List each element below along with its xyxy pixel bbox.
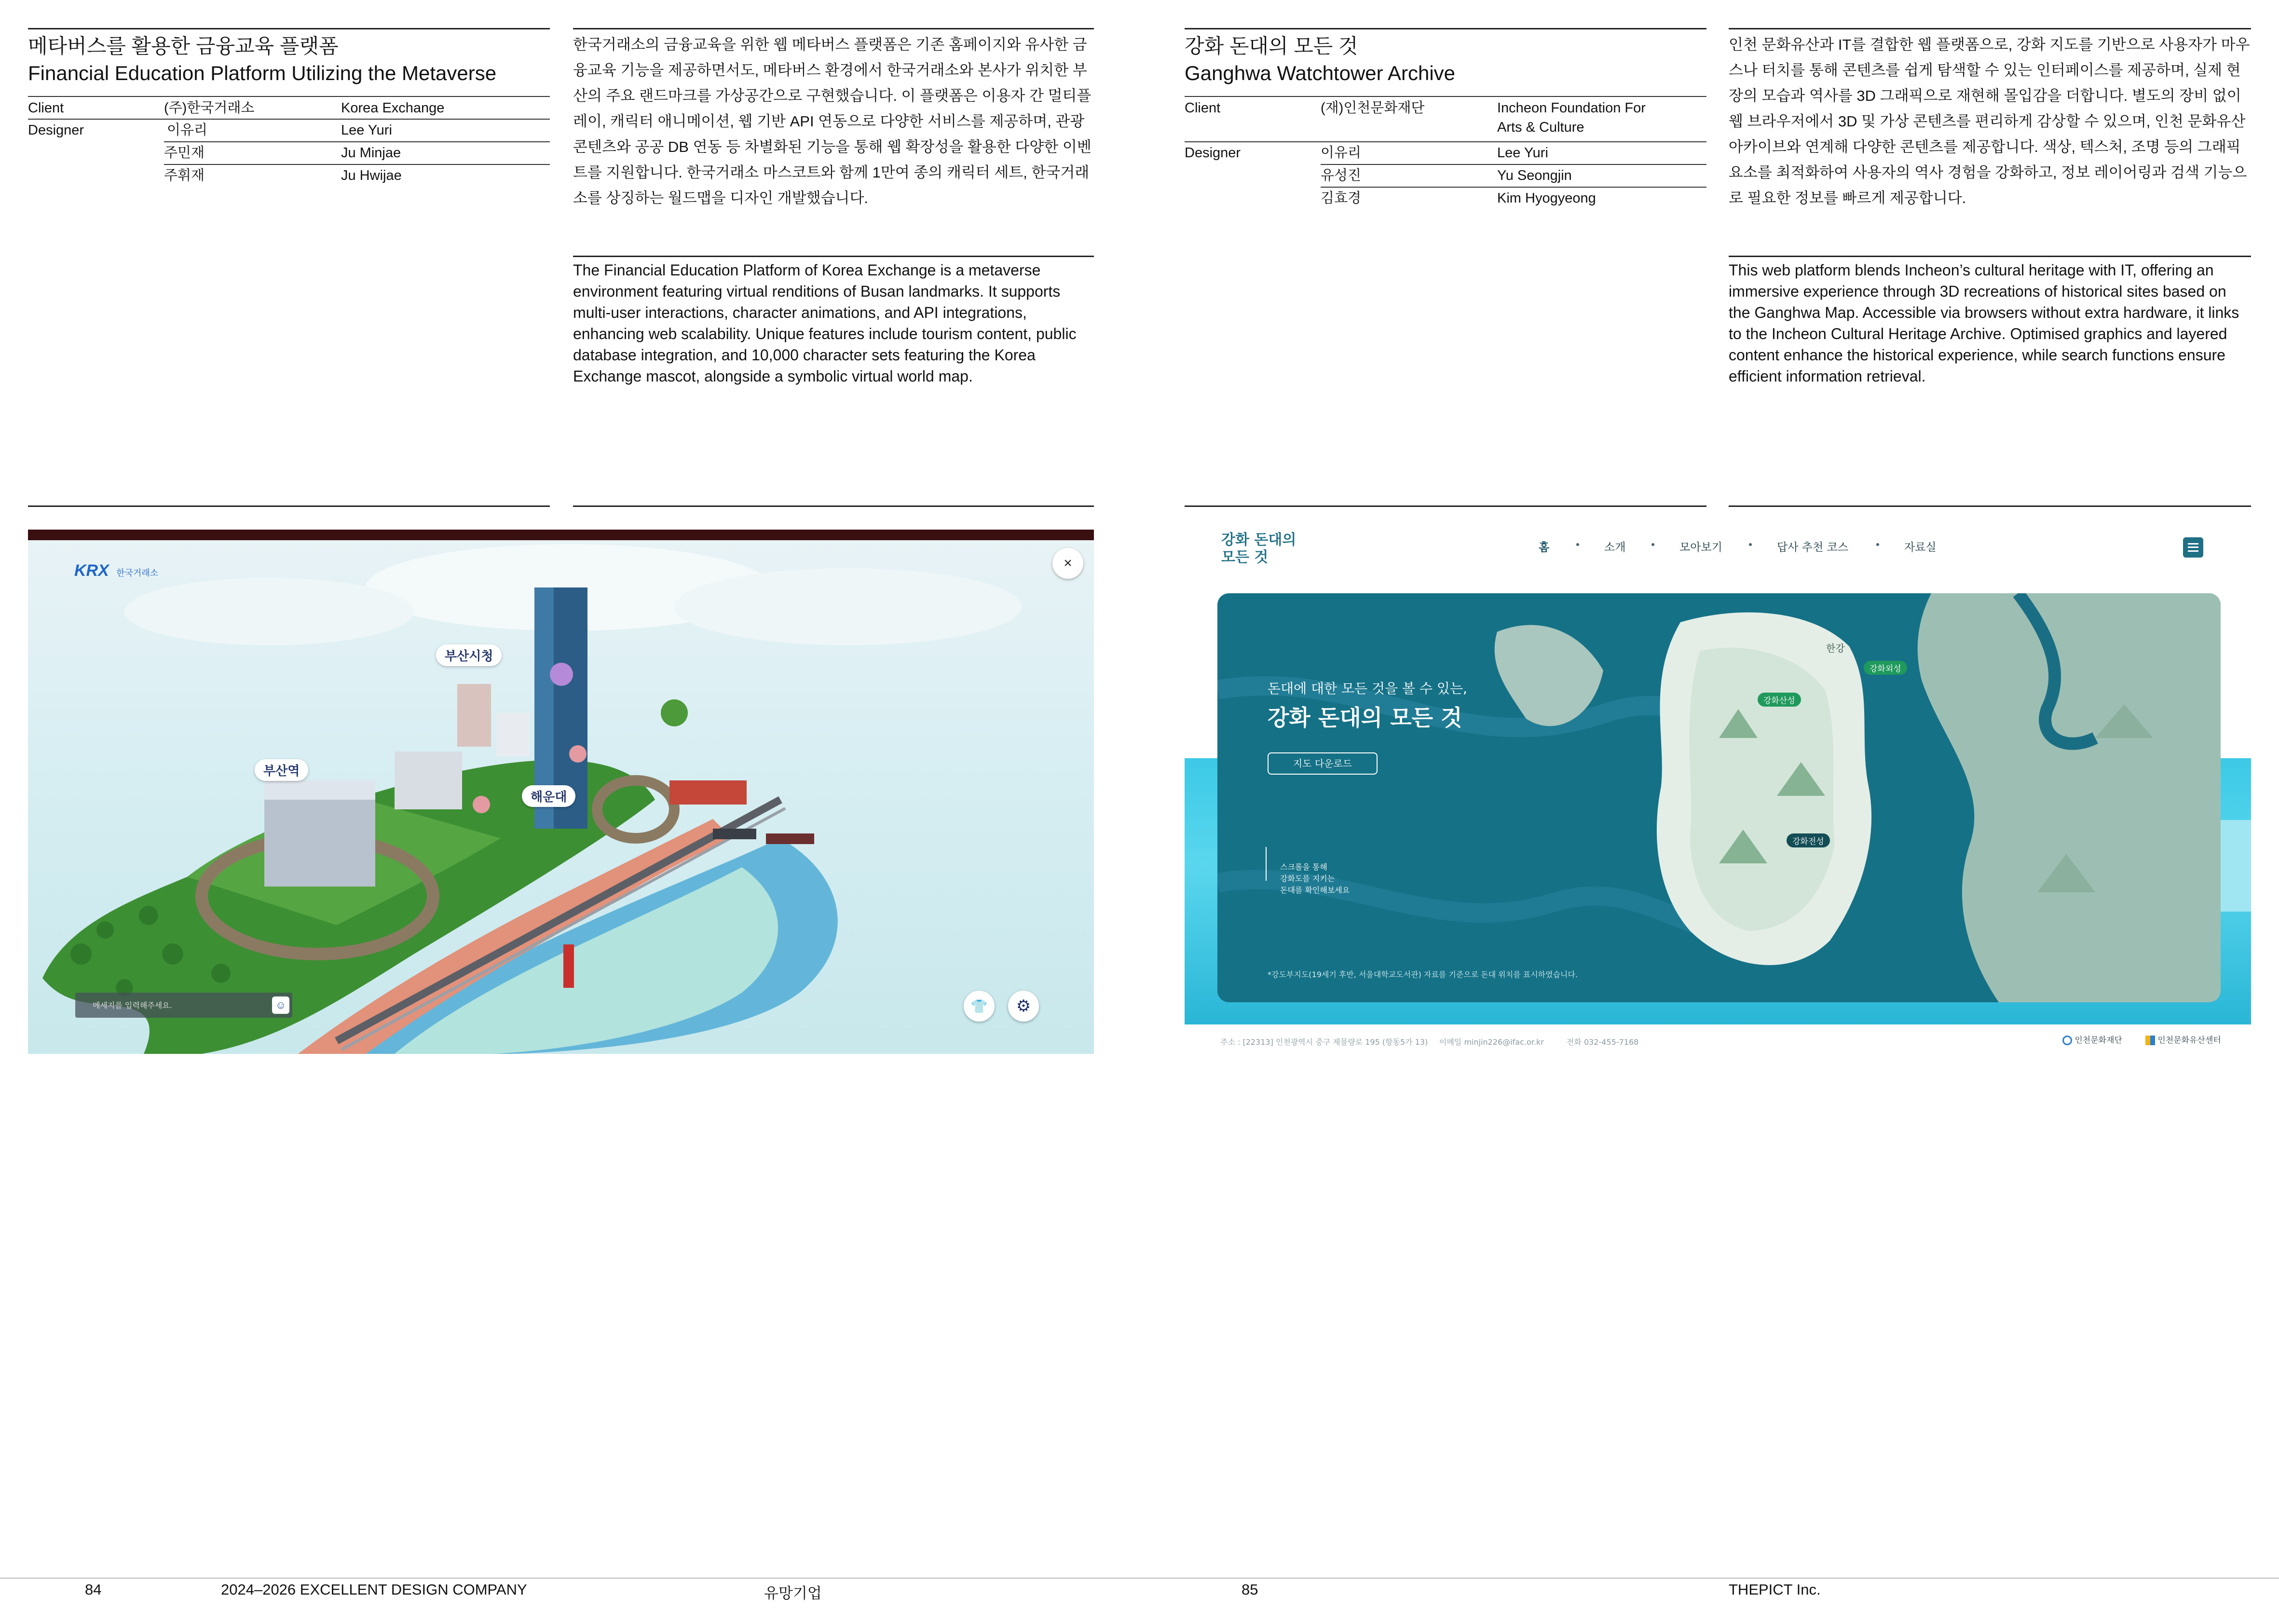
client-name-ko: (주)한국거래소 — [164, 100, 255, 116]
nav-about[interactable]: 소개 — [1604, 541, 1626, 554]
map-label-fortress[interactable]: 강화산성 — [1758, 693, 1801, 707]
chat-avatar-icon[interactable]: ☺ — [272, 996, 289, 1014]
site-footer-email: 이메일 minjin226@ifac.or.kr — [1439, 1037, 1544, 1047]
description-ko: 한국거래소의 금융교육을 위한 웹 메타버스 플랫폼은 기존 홈페이지와 유사한 금융교육 기능을 제공하면서도, 메타버스 환경에서 한국거래소와 본사가 위치한 부산의 주요 랜드마크를 가상공간으로 구현했습니다. 이 플랫폼은 이용자 간 멀티플레이, 캐릭터 애니메이션, 웹 기반 API 연동으로 다양한 서비스를 제공하며, 관광 콘텐츠와 공공 DB 연동 등 차별화된 기능을 통해 웹 확장성을 활용한 다양한 이벤트를 지원합니다. 한국거래소 마스코트와 함께 1만여 종의 캐릭터 세트, 한국거래소를 상징하는 월드맵을 디자인 개발했습니다. — [573, 36, 1092, 206]
meta-rule — [164, 141, 550, 142]
designer-ko: 주민재 — [164, 145, 205, 161]
top-rule — [573, 28, 1094, 29]
footer-category: 유망기업 — [764, 1585, 822, 1602]
meta-rule — [28, 119, 550, 120]
scroll-arrow-icon — [1266, 847, 1267, 881]
meta-rule — [28, 96, 550, 97]
ifac-logo-icon — [2062, 1036, 2072, 1045]
meta-rule — [164, 164, 550, 165]
designer-en: Yu Seongjin — [1497, 168, 1572, 183]
page-number-right: 85 — [1242, 1581, 1258, 1598]
map-label-outer-wall[interactable]: 강화외성 — [1864, 661, 1907, 675]
designer-en: Lee Yuri — [341, 123, 392, 138]
client-label: Client — [28, 100, 64, 116]
ifac-logo-text: 인천문화재단 — [2074, 1036, 2122, 1045]
nav-home[interactable]: 홈 — [1539, 541, 1550, 554]
close-icon: × — [1064, 555, 1072, 571]
close-button[interactable] — [1052, 548, 1083, 579]
image-top-rule — [573, 505, 1094, 507]
description-en: The Financial Education Platform of Korea Exchange is a metaverse environment featuring virtual renditions of Busan landmarks. It supports multi-user interactions, character animations, and API integrations, enhancing web scalability. Unique features include tourism content, public database integration, and 10,000 character sets featuring the Korea Exchange mascot, alongside a symbolic virtual world map. — [573, 261, 1077, 385]
chat-input[interactable] — [75, 993, 292, 1018]
hero-title: 강화 돈대의 모든 것 — [1268, 705, 1462, 731]
client-label: Client — [1185, 100, 1221, 116]
client-name-en: Korea Exchange — [341, 100, 445, 116]
image-top-rule — [28, 505, 550, 507]
shirt-icon: 👕 — [970, 998, 988, 1014]
page-number-left: 84 — [85, 1581, 102, 1598]
label-busan-city-hall[interactable]: 부산시청 — [436, 644, 502, 666]
label-haeundae[interactable]: 해운대 — [522, 785, 575, 807]
client-name-ko: (재)인천문화재단 — [1321, 100, 1425, 116]
designer-ko: 주휘재 — [164, 168, 205, 183]
site-footer-phone: 전화 032-455-7168 — [1567, 1037, 1639, 1047]
project-title-ko: 메타버스를 활용한 금융교육 플랫폼 — [28, 35, 339, 57]
site-logo[interactable] — [1221, 532, 1296, 566]
meta-rule — [1185, 96, 1706, 97]
designer-en: Ju Minjae — [341, 145, 401, 161]
image-top-rule — [1729, 505, 2251, 507]
meta-rule — [1321, 164, 1706, 165]
menu-button[interactable] — [2183, 537, 2203, 558]
scroll-hint — [1280, 861, 1350, 896]
nav-archive[interactable]: 자료실 — [1904, 541, 1937, 554]
top-rule — [28, 28, 550, 29]
site-logo-line2: 모든 것 — [1221, 549, 1269, 566]
settings-button[interactable] — [1008, 991, 1039, 1022]
designer-ko: 이유리 — [1321, 145, 1362, 161]
designer-label: Designer — [1185, 145, 1241, 161]
nav-separator — [1749, 543, 1752, 546]
nav-separator — [1576, 543, 1579, 546]
designer-en: Lee Yuri — [1497, 145, 1548, 161]
client-name-en-line2: Arts & Culture — [1497, 120, 1584, 135]
site-footer-address: 주소 : [22313] 인천광역시 중구 제물량로 195 (항동5가 13) — [1220, 1037, 1428, 1047]
project-title-en: Financial Education Platform Utilizing the Metaverse — [28, 62, 497, 84]
hero-subtitle: 돈대에 대한 모든 것을 볼 수 있는, — [1268, 681, 1467, 696]
section-rule — [573, 256, 1094, 257]
designer-label: Designer — [28, 123, 84, 138]
designer-ko: 이유리 — [167, 123, 208, 138]
site-logo-line1: 강화 돈대의 — [1221, 532, 1296, 548]
footer-company: THEPICT Inc. — [1729, 1581, 1821, 1598]
chat-placeholder: 메세지를 입력해주세요. — [93, 1001, 172, 1010]
designer-en: Ju Hwijae — [341, 168, 402, 183]
project-title-ko: 강화 돈대의 모든 것 — [1185, 35, 1358, 57]
meta-rule — [1185, 141, 1706, 142]
costume-button[interactable] — [964, 991, 995, 1022]
krx-logo-mark: KRX — [74, 561, 109, 580]
nav-separator — [1651, 543, 1654, 546]
krx-metaverse-screenshot — [28, 530, 1094, 1054]
krx-logo-sub: 한국거래소 — [116, 568, 159, 578]
designer-ko: 김효경 — [1321, 191, 1362, 206]
ganghwa-map — [1217, 593, 2221, 1002]
footer-publication-title: 2024–2026 EXCELLENT DESIGN COMPANY — [221, 1581, 527, 1598]
client-name-en-line1: Incheon Foundation For — [1497, 100, 1646, 116]
label-busan-station[interactable]: 부산역 — [255, 759, 308, 781]
scroll-hint-line: 돈대를 확인해보세요 — [1280, 886, 1350, 895]
designer-en: Kim Hyogyeong — [1497, 191, 1596, 206]
top-rule — [1185, 28, 1706, 29]
scroll-hint-line: 강화도를 지키는 — [1280, 874, 1335, 883]
meta-rule — [1321, 187, 1706, 188]
project-title-en: Ganghwa Watchtower Archive — [1185, 62, 1456, 84]
section-rule — [1729, 256, 2251, 257]
footer-logo-ifac[interactable] — [2062, 1033, 2122, 1045]
krx-logo[interactable] — [74, 561, 158, 580]
nav-collection[interactable]: 모아보기 — [1679, 541, 1722, 554]
image-top-rule — [1185, 505, 1706, 507]
nav-courses[interactable]: 답사 추천 코스 — [1777, 541, 1848, 554]
scroll-hint-line: 스크롤을 통해 — [1280, 862, 1327, 872]
gear-icon: ⚙ — [1016, 997, 1031, 1015]
footer-logo-heritage[interactable] — [2145, 1033, 2221, 1045]
map-download-button[interactable]: 지도 다운로드 — [1268, 752, 1378, 775]
description-en: This web platform blends Incheon’s cultural heritage with IT, offering an immersive experience through 3D recreations of historical sites based on the Ganghwa Map. Accessible via browsers without extra hardware, it links to the Incheon Cultural Heritage Archive. Optimised graphics and layered content enhance the historical experience, while search functions ensure efficient information retrieval. — [1729, 261, 2239, 385]
hero-map-panel — [1217, 593, 2221, 1002]
map-label-jeonseong[interactable]: 강화전성 — [1787, 833, 1830, 847]
heritage-logo-icon — [2145, 1036, 2155, 1045]
heritage-logo-text: 인천문화유산센터 — [2157, 1036, 2221, 1045]
designer-ko: 유성진 — [1321, 168, 1362, 183]
map-source-note: *강도부지도(19세기 후반, 서울대학교도서관) 자료를 기준으로 돈대 위치를 표시하였습니다. — [1268, 970, 1578, 979]
hamburger-icon-mid — [2188, 546, 2198, 548]
top-rule — [1729, 28, 2251, 29]
nav-separator — [1876, 543, 1879, 546]
map-label-hangang: 한강 — [1826, 642, 1845, 654]
description-ko: 인천 문화유산과 IT를 결합한 웹 플랫폼으로, 강화 지도를 기반으로 사용자가 마우스나 터치를 통해 콘텐츠를 쉽게 탐색할 수 있는 인터페이스를 제공하며, 실제 현장의 모습과 역사를 3D 그래픽으로 재현해 몰입감을 더합니다. 별도의 장비 없이 웹 브라우저에서 3D 및 가상 콘텐츠를 편리하게 감상할 수 있으며, 인천 문화유산 아카이브와 연계해 다양한 콘텐츠를 제공합니다. 색상, 텍스처, 조명 등의 그래픽 요소를 최적화하여 사용자의 역사 경험을 강화하고, 정보 레이어링과 검색 기능으로 필요한 정보를 빠르게 제공합니다. — [1729, 36, 2250, 206]
client-name-en — [1497, 99, 1646, 136]
footer-rule — [0, 1578, 2279, 1579]
